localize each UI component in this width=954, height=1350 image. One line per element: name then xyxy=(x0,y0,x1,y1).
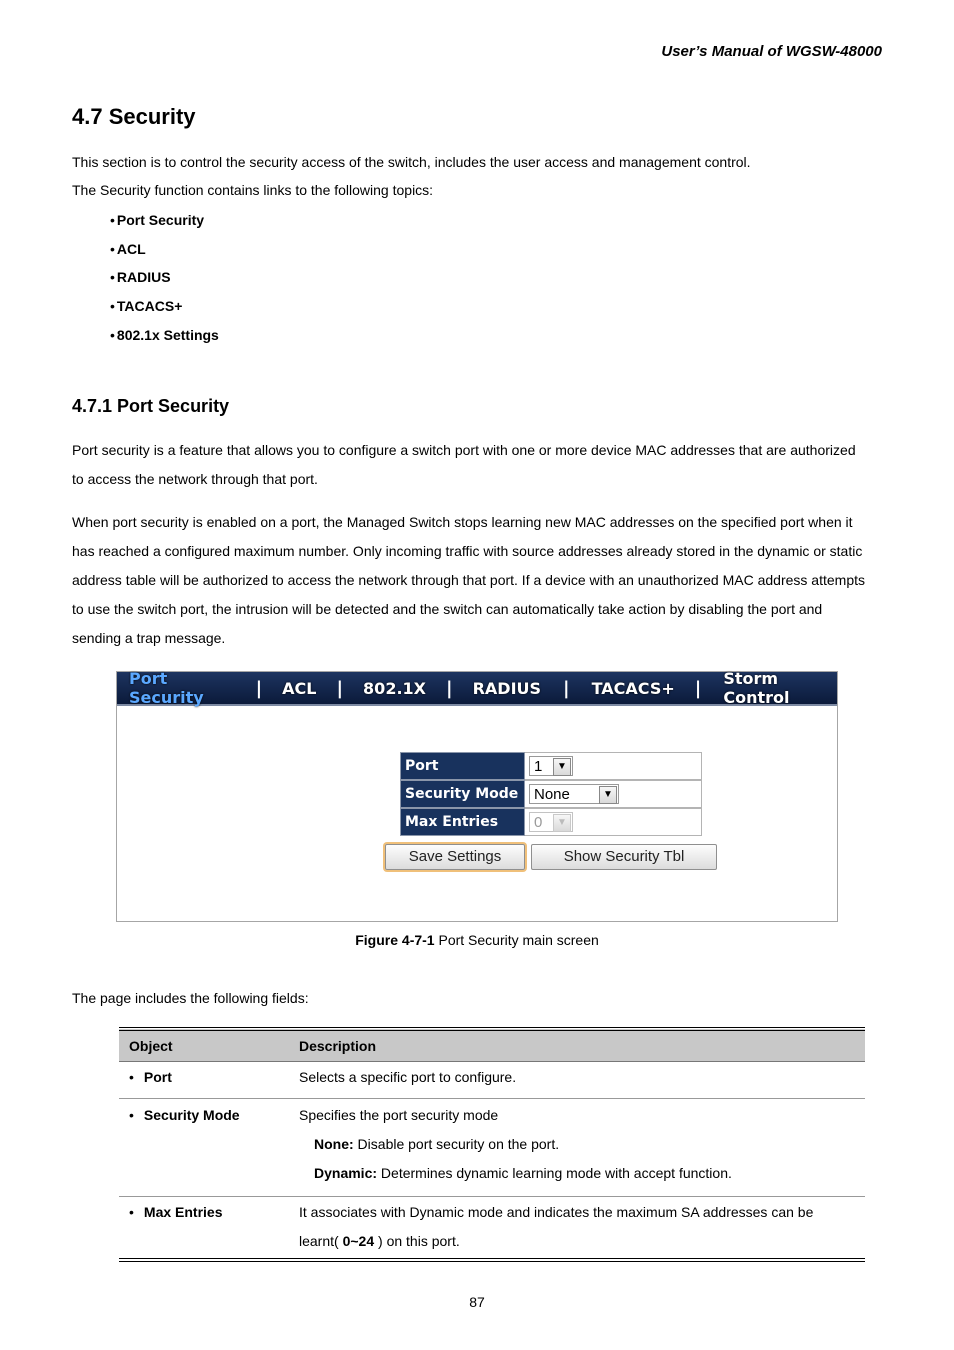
topics-list xyxy=(110,206,219,349)
chevron-down-icon: ▼ xyxy=(553,758,571,776)
port-security-screen xyxy=(116,671,838,922)
form-row-port xyxy=(400,752,702,780)
description-column-header: Description xyxy=(289,1029,865,1062)
security-nav-bar xyxy=(117,669,837,707)
fields-table xyxy=(119,1027,865,1262)
topic-item: • 802.1x Settings xyxy=(110,321,219,350)
tab-separator: | xyxy=(336,677,344,699)
save-settings-button[interactable]: Save Settings xyxy=(385,844,525,870)
topic-item: • TACACS+ xyxy=(110,292,219,321)
table-header-row xyxy=(119,1029,865,1062)
tab-separator: | xyxy=(694,677,702,699)
subsection-title: 4.7.1 Port Security xyxy=(72,396,230,416)
tab-tacacs[interactable]: TACACS+ xyxy=(591,678,675,698)
tab-port-security[interactable]: Port Security xyxy=(129,669,204,707)
port-security-form xyxy=(400,752,702,836)
section-title: 4.7 Security xyxy=(72,104,196,129)
tab-8021x[interactable]: 802.1X xyxy=(363,678,426,698)
figure-caption: Figure 4-7-1 Port Security main screen xyxy=(355,932,599,948)
tab-storm-control[interactable]: Storm Control xyxy=(723,669,790,707)
show-security-table-button[interactable]: Show Security Tbl xyxy=(531,844,717,870)
security-mode-select[interactable]: None ▼ xyxy=(529,784,619,804)
form-row-security-mode xyxy=(400,780,702,808)
tab-acl[interactable]: ACL xyxy=(282,678,317,698)
tab-separator: | xyxy=(563,677,570,699)
security-mode-label: Security Mode xyxy=(400,780,525,808)
port-label: Port xyxy=(400,752,525,780)
topics-intro: The Security function contains links to the following topics: xyxy=(72,182,434,198)
intro-paragraph: This section is to control the security access of the switch, includes the user access and management control. xyxy=(72,154,751,170)
fields-intro: The page includes the following fields: xyxy=(72,990,309,1006)
topic-item: • RADIUS xyxy=(110,263,219,292)
tab-radius[interactable]: RADIUS xyxy=(472,678,542,698)
manual-header: User’s Manual of WGSW-48000 xyxy=(661,43,882,60)
form-row-max-entries xyxy=(400,808,702,836)
port-security-detail-paragraph: When port security is enabled on a port, the Managed Switch stops learning new MAC addresses on the specified port when it has reached a configured maximum number. Only incoming traffic with source addresses already stored in the dynamic or static address table will be authorized to access the network through that port. If a device with an unauthorized MAC address attempts to use the switch port, the intrusion will be detected and the switch can automatically take action by disabling the port and sending a trap message. xyxy=(72,514,865,646)
table-row: • Security Mode Specifies the port security mode None: Disable port security on the port. Dynamic: Determines dynamic learning mode with accept function. xyxy=(119,1099,865,1197)
port-select[interactable]: 1 ▼ xyxy=(529,756,573,776)
chevron-down-icon: ▼ xyxy=(599,786,617,804)
table-row: • Port Selects a specific port to configure. xyxy=(119,1062,865,1099)
table-row: • Max Entries It associates with Dynamic mode and indicates the maximum SA addresses can be learnt( 0~24 ) on this port. xyxy=(119,1197,865,1261)
topic-item: • ACL xyxy=(110,235,219,264)
tab-separator: | xyxy=(446,677,453,699)
topic-item: • Port Security xyxy=(110,206,219,235)
max-entries-label: Max Entries xyxy=(400,808,525,836)
port-security-paragraph: Port security is a feature that allows you to configure a switch port with one or more device MAC addresses that are authorized to access the network through that port. xyxy=(72,442,856,487)
object-column-header: Object xyxy=(119,1029,289,1062)
max-entries-select[interactable]: 0 ▼ xyxy=(529,812,573,832)
chevron-down-icon: ▼ xyxy=(553,814,571,832)
page-number: 87 xyxy=(469,1294,485,1310)
tab-separator: | xyxy=(255,677,263,699)
